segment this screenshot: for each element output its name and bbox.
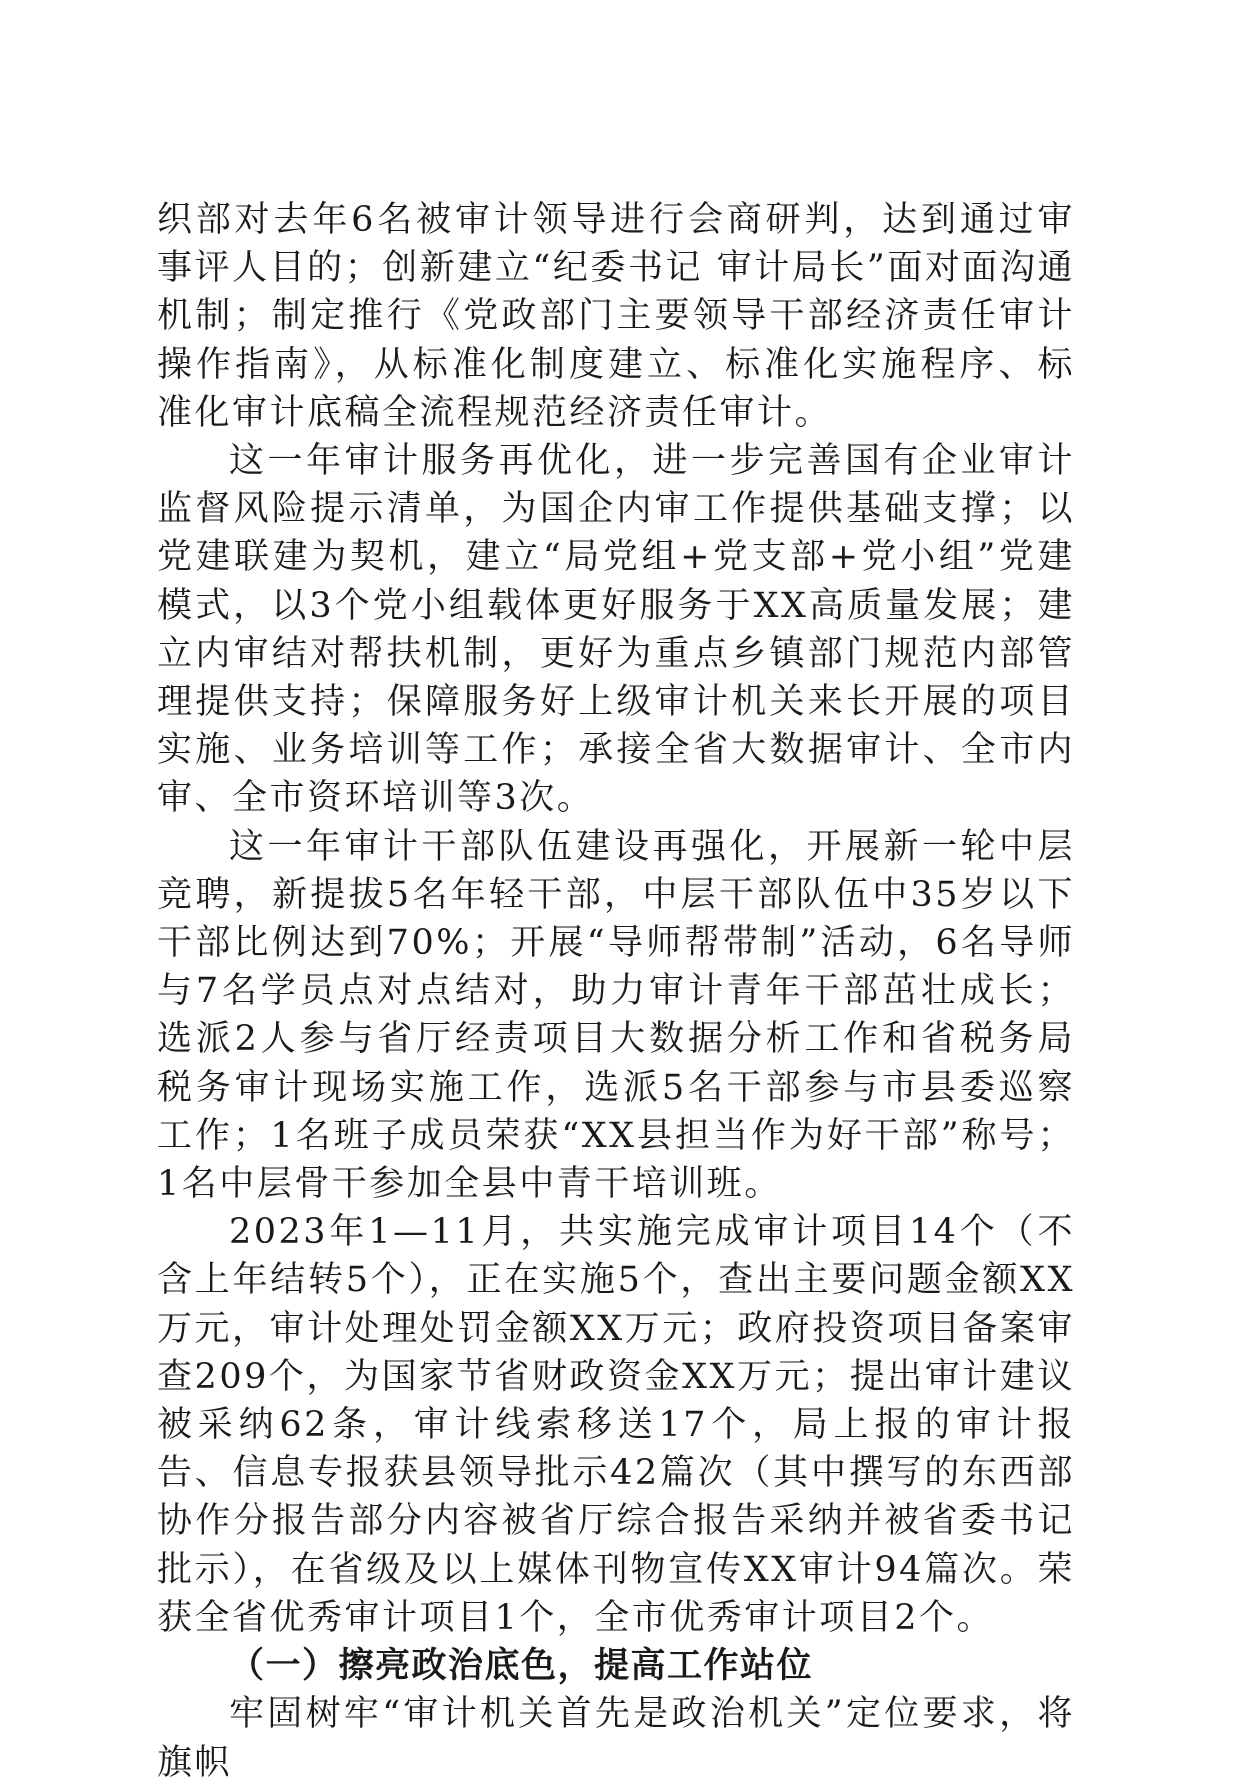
section-heading: （一）擦亮政治底色，提高工作站位 [229, 1645, 814, 1687]
paragraph-continued: 织部对去年6名被审计领导进行会商研判，达到通过审事评人目的；创新建立“纪委书记 审计局长”面对面沟通机制；制定推行《党政部门主要领导干部经济责任审计操作指南》，从标准化制度建立、标准化实施程序、标准化审计底稿全流程规范经济责任审计。 [157, 200, 1075, 433]
paragraph-political: 牢固树牢“审计机关首先是政治机关”定位要求，将旗帜 [157, 1694, 1075, 1783]
paragraph-2023-results: 2023年1—11月，共实施完成审计项目14个（不含上年结转5个），正在实施5个，查出主要问题金额XX万元，审计处理处罚金额XX万元；政府投资项目备案审查209个，为国家节省财政资金XX万元；提出审计建议被采纳62条，审计线索移送17个，局上报的审计报告、信息专报获县领导批示42篇次（其中撰写的东西部协作分报告部分内容被省厅综合报告采纳并被省委书记批示），在省级及以上媒体刊物宣传XX审计94篇次。荣获全省优秀审计项目1个，全市优秀审计项目2个。 [157, 1212, 1075, 1638]
document-body [157, 196, 1075, 1787]
paragraph-audit-team: 这一年审计干部队伍建设再强化，开展新一轮中层竞聘，新提拔5名年轻干部，中层干部队伍中35岁以下干部比例达到70%；开展“导师帮带制”活动，6名导师与7名学员点对点结对，助力审计青年干部茁壮成长；选派2人参与省厅经责项目大数据分析工作和省税务局税务审计现场实施工作，选派5名干部参与市县委巡察工作；1名班子成员荣获“XX县担当作为好干部”称号；1名中层骨干参加全县中青干培训班。 [157, 826, 1075, 1205]
paragraph-audit-service: 这一年审计服务再优化，进一步完善国有企业审计监督风险提示清单，为国企内审工作提供基础支撑；以党建联建为契机，建立“局党组+党支部+党小组”党建模式，以3个党小组载体更好服务于XX高质量发展；建立内审结对帮扶机制，更好为重点乡镇部门规范内部管理提供支持；保障服务好上级审计机关来长开展的项目实施、业务培训等工作；承接全省大数据审计、全市内审、全市资环培训等3次。 [157, 441, 1075, 819]
